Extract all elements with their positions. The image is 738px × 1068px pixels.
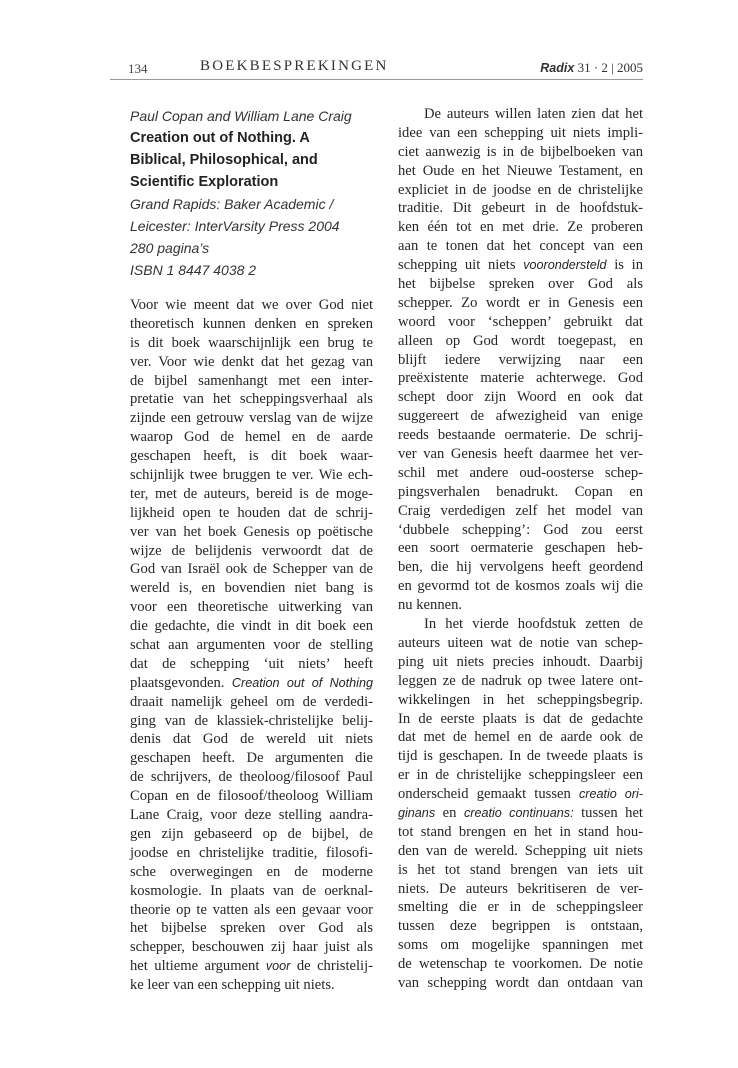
text-segment: een soort oermaterie geschapen heb- bbox=[398, 540, 643, 557]
text-segment: schept door zijn Woord en ook dat bbox=[398, 389, 643, 406]
text-segment: den van de wereld. Schepping uit niets bbox=[398, 842, 643, 859]
text-segment: ping uit niets precies inhoudt. Daarbij bbox=[398, 653, 643, 670]
text-line bbox=[398, 936, 643, 955]
text-line bbox=[130, 334, 373, 353]
text-segment: geschapen heeft, is dit boek waar- bbox=[130, 448, 373, 465]
italic-text: ginans bbox=[398, 805, 436, 820]
text-line bbox=[130, 749, 373, 768]
text-line bbox=[130, 560, 373, 579]
text-segment: is in bbox=[606, 257, 643, 274]
text-segment: het bijbelse spreken over God als bbox=[398, 276, 643, 293]
text-line bbox=[398, 105, 643, 124]
text-segment: ken één tot en met drie. Ze proberen bbox=[398, 219, 643, 236]
text-line bbox=[398, 747, 643, 766]
italic-text: creatio ori- bbox=[578, 787, 643, 802]
text-line bbox=[398, 426, 643, 445]
text-line bbox=[130, 730, 373, 749]
text-segment: ging van de klassiek-christelijke belij- bbox=[130, 712, 373, 729]
text-segment: aan te tonen dat het concept van een bbox=[398, 238, 643, 255]
text-line bbox=[130, 390, 373, 409]
text-segment: blijft iedere verwijzing naar een bbox=[398, 351, 643, 368]
text-line bbox=[398, 162, 643, 181]
text-line bbox=[398, 710, 643, 729]
text-line bbox=[398, 558, 643, 577]
text-segment: Craig verdedigen zelf het model van bbox=[398, 502, 643, 519]
text-line bbox=[398, 615, 643, 634]
text-segment: onderscheid gemaakt tussen bbox=[398, 786, 579, 803]
text-segment: en gevormd tot de kosmos zoals wij die bbox=[398, 578, 643, 595]
book-pages: 280 pagina’s bbox=[130, 240, 210, 256]
text-segment: niets. De auteurs bekritiseren de ver- bbox=[398, 880, 643, 897]
section-title: BOEKBESPREKINGEN bbox=[200, 58, 389, 74]
text-line bbox=[130, 315, 373, 334]
text-segment: waarop God de hemel en de aarde bbox=[130, 429, 373, 446]
text-line bbox=[398, 861, 643, 880]
text-line bbox=[398, 596, 643, 615]
text-line bbox=[398, 502, 643, 521]
text-line bbox=[398, 332, 643, 351]
running-header bbox=[128, 58, 643, 78]
text-segment: het ultieme argument bbox=[130, 958, 266, 975]
book-publisher-line: Grand Rapids: Baker Academic / bbox=[130, 196, 334, 212]
text-segment: er in de christelijke scheppingsleer een bbox=[398, 767, 643, 784]
text-line bbox=[398, 445, 643, 464]
text-line bbox=[130, 523, 373, 542]
header-rule bbox=[110, 79, 643, 80]
text-segment: denis dat God de wereld uit niets bbox=[130, 731, 373, 748]
text-segment: ver van Genesis heeft daarmee het ver- bbox=[398, 446, 643, 463]
text-line bbox=[130, 957, 373, 976]
text-line bbox=[398, 634, 643, 653]
text-segment: tijd is geschapen. In de tweede plaats is bbox=[398, 748, 643, 765]
text-line bbox=[130, 712, 373, 731]
text-line bbox=[398, 842, 643, 861]
text-segment: plaatsgevonden. bbox=[130, 674, 232, 691]
book-title-line: Scientific Exploration bbox=[130, 174, 279, 190]
text-line bbox=[398, 766, 643, 785]
text-segment: nu kennen. bbox=[398, 597, 463, 614]
text-line bbox=[130, 598, 373, 617]
text-segment: leggen ze de nadruk op twee latere ont- bbox=[398, 672, 643, 689]
page-number: 134 bbox=[128, 61, 148, 76]
text-segment: het Oude en het Nieuwe Testament, en bbox=[398, 162, 643, 179]
text-segment: wikkelingen in het scheppingsbegrip. bbox=[398, 691, 643, 708]
text-line bbox=[130, 617, 373, 636]
text-segment: voor een theoretische uitwerking van bbox=[130, 599, 373, 616]
text-segment: dat met de hemel en de aarde ook de bbox=[398, 729, 643, 746]
text-line bbox=[130, 655, 373, 674]
text-line bbox=[398, 275, 643, 294]
text-line bbox=[398, 313, 643, 332]
text-segment: In de eerste plaats is dat de gedachte bbox=[398, 710, 643, 727]
text-segment: en bbox=[435, 804, 464, 821]
text-segment: de christelij- bbox=[290, 958, 373, 975]
text-line bbox=[130, 882, 373, 901]
text-segment: van schepping wordt dan ontdaan van bbox=[398, 974, 643, 991]
text-line bbox=[130, 372, 373, 391]
text-segment: joodse en christelijke traditie, filosofi- bbox=[130, 844, 373, 861]
text-segment: draait namelijk geheel om de verdedi- bbox=[130, 693, 373, 710]
text-line bbox=[398, 407, 643, 426]
text-segment: idee van een schepping uit niets impli- bbox=[398, 124, 643, 141]
text-line bbox=[398, 672, 643, 691]
text-line bbox=[130, 447, 373, 466]
text-segment: God van Israël ook de Schepper van de bbox=[130, 561, 373, 578]
text-line bbox=[398, 974, 643, 993]
text-segment: pretatie van het scheppingsverhaal als bbox=[130, 391, 373, 408]
text-line bbox=[130, 428, 373, 447]
text-line bbox=[130, 542, 373, 561]
text-line bbox=[130, 901, 373, 920]
italic-text: creatio continuans: bbox=[463, 805, 574, 820]
text-segment: de bijbel samenhangt met een inter- bbox=[130, 372, 373, 389]
text-line bbox=[130, 353, 373, 372]
text-segment: auteurs uiteen wat de notie van schep- bbox=[398, 634, 643, 651]
text-line bbox=[130, 409, 373, 428]
text-line bbox=[398, 388, 643, 407]
text-line bbox=[398, 181, 643, 200]
text-line bbox=[398, 539, 643, 558]
text-segment: ‘dubbele schepping’: God zou eerst bbox=[398, 521, 643, 538]
text-segment: zijnde een getrouw verslag van de wijze bbox=[130, 410, 373, 427]
text-segment: ver. Voor wie denkt dat het gezag van bbox=[130, 353, 373, 370]
text-line bbox=[130, 636, 373, 655]
text-segment: preëxistente materie achterwege. God bbox=[398, 370, 643, 387]
text-line bbox=[130, 919, 373, 938]
text-segment: theoretisch kunnen denken en spreken bbox=[130, 315, 373, 332]
text-line bbox=[130, 938, 373, 957]
text-segment: De auteurs willen laten zien dat het bbox=[424, 106, 643, 122]
text-line bbox=[130, 485, 373, 504]
text-line bbox=[398, 199, 643, 218]
text-segment: is dit boek waarschijnlijk een brug te bbox=[130, 334, 373, 351]
book-title-line: Creation out of Nothing. A bbox=[130, 130, 310, 146]
text-segment: is het tot stand brengen van iets uit bbox=[398, 861, 643, 878]
text-line bbox=[398, 785, 643, 804]
text-segment: tussen deze begrippen is ontstaan, bbox=[398, 918, 643, 935]
text-segment: ter, met de auteurs, bereid is de moge- bbox=[130, 485, 373, 502]
review-text-left bbox=[130, 296, 373, 995]
text-segment: het bijbelse spreken over God als bbox=[130, 920, 373, 937]
text-line bbox=[130, 863, 373, 882]
text-line bbox=[398, 804, 643, 823]
text-segment: reeds bestaande oermaterie. De schrij- bbox=[398, 427, 643, 444]
text-line bbox=[130, 844, 373, 863]
text-segment: woord voor ‘scheppen’ gebruikt dat bbox=[398, 313, 643, 330]
text-segment: alleen op God wordt toegepast, en bbox=[398, 332, 643, 349]
text-line bbox=[398, 880, 643, 899]
text-segment: soms om mogelijke spanningen met bbox=[398, 937, 643, 954]
text-segment: de schrijvers, de theoloog/filosoof Paul bbox=[130, 769, 373, 786]
text-segment: schepper. Zo wordt er in Genesis een bbox=[398, 294, 643, 311]
text-segment: Copan en de filosoof/theoloog William bbox=[130, 788, 373, 805]
text-segment: de wetenschap te voorkomen. De notie bbox=[398, 956, 643, 973]
text-line bbox=[130, 504, 373, 523]
text-segment: ben, die hij vervolgens heeft geordend bbox=[398, 559, 643, 576]
left-column bbox=[130, 105, 373, 995]
book-isbn: ISBN 1 8447 4038 2 bbox=[130, 262, 257, 278]
text-segment: tussen het bbox=[573, 804, 643, 821]
text-segment: pingsverhalen benadrukt. Copan en bbox=[398, 483, 643, 500]
book-authors: Paul Copan and William Lane Craig bbox=[130, 108, 352, 124]
text-line bbox=[130, 296, 373, 315]
italic-text: voorondersteld bbox=[523, 258, 607, 273]
text-line bbox=[398, 294, 643, 313]
text-segment: Voor wie meent dat we over God niet bbox=[130, 297, 373, 313]
text-line bbox=[398, 464, 643, 483]
text-line bbox=[398, 218, 643, 237]
italic-text: voor bbox=[265, 959, 291, 974]
text-segment: sche overwegingen en de moderne bbox=[130, 863, 373, 880]
journal-issue: 31 · 2 | 2005 bbox=[577, 60, 643, 75]
text-line bbox=[398, 955, 643, 974]
book-title-line: Biblical, Philosophical, and bbox=[130, 152, 318, 168]
text-segment: geschapen heeft. De argumenten die bbox=[130, 750, 373, 767]
text-segment: In het vierde hoofdstuk zetten de bbox=[424, 616, 643, 633]
text-segment: schijnlijk twee bruggen te ver. Wie ech- bbox=[130, 467, 373, 484]
text-segment: schat aan argumenten voor de stelling bbox=[130, 637, 373, 654]
text-segment: smelting die er in de scheppingsleer bbox=[398, 899, 643, 916]
text-segment: tot stand brengen en het in stand hou- bbox=[398, 823, 643, 840]
text-segment: wereld is, en bovendien niet bang is bbox=[130, 580, 373, 597]
book-publisher-line: Leicester: InterVarsity Press 2004 bbox=[130, 218, 340, 234]
text-line bbox=[130, 806, 373, 825]
text-line bbox=[398, 898, 643, 917]
text-line bbox=[398, 691, 643, 710]
text-segment: ciet aanwezig is in de bijbelboeken van bbox=[398, 143, 643, 160]
italic-text: Creation out of Nothing bbox=[231, 675, 373, 690]
text-segment: wijze de belijdenis verwoordt dat de bbox=[130, 542, 373, 559]
text-line bbox=[398, 577, 643, 596]
text-line bbox=[398, 521, 643, 540]
text-segment: schepping uit niets bbox=[398, 257, 524, 274]
text-line bbox=[130, 825, 373, 844]
text-line bbox=[398, 369, 643, 388]
text-segment: suggereert de afwezigheid van enige bbox=[398, 408, 643, 425]
text-line bbox=[398, 256, 643, 275]
text-segment: dat de schepping ‘uit niets’ heeft bbox=[130, 655, 373, 672]
text-segment: Lane Craig, voor deze stelling aandra- bbox=[130, 807, 373, 824]
text-line bbox=[130, 787, 373, 806]
right-column bbox=[398, 105, 643, 993]
text-segment: ver van het boek Genesis op poëtische bbox=[130, 523, 373, 540]
text-segment: gen zijn gebaseerd op de bijbel, de bbox=[130, 825, 373, 842]
text-line bbox=[130, 693, 373, 712]
text-line bbox=[398, 143, 643, 162]
journal-reference bbox=[540, 60, 643, 76]
text-segment: schepper, beschouwen zij haar juist als bbox=[130, 939, 373, 956]
text-segment: die gedachte, die vindt in dit boek een bbox=[130, 618, 373, 635]
review-text-right bbox=[398, 105, 643, 993]
text-segment: traditie. Dit gebeurt in de hoofdstuk- bbox=[398, 200, 643, 217]
text-line bbox=[398, 823, 643, 842]
text-segment: lijkheid open te houden dat de schrij- bbox=[130, 504, 373, 521]
text-line bbox=[130, 466, 373, 485]
text-segment: expliciet in de joodse en de christelijke bbox=[398, 181, 643, 198]
text-line bbox=[398, 124, 643, 143]
text-line bbox=[398, 237, 643, 256]
text-line bbox=[398, 483, 643, 502]
text-segment: theorie op te vatten als een gevaar voor bbox=[130, 901, 373, 918]
text-segment: kosmologie. In plaats van de oerknal- bbox=[130, 882, 373, 899]
text-line bbox=[398, 653, 643, 672]
text-line bbox=[130, 674, 373, 693]
journal-name: Radix bbox=[540, 61, 575, 75]
text-line bbox=[398, 728, 643, 747]
text-line bbox=[130, 768, 373, 787]
text-line bbox=[398, 917, 643, 936]
text-line bbox=[130, 579, 373, 598]
text-line bbox=[130, 976, 373, 995]
text-segment: schil met andere oud-oosterse schep- bbox=[398, 464, 643, 481]
text-line bbox=[398, 351, 643, 370]
text-segment: ke leer van een schepping uit niets. bbox=[130, 977, 335, 994]
